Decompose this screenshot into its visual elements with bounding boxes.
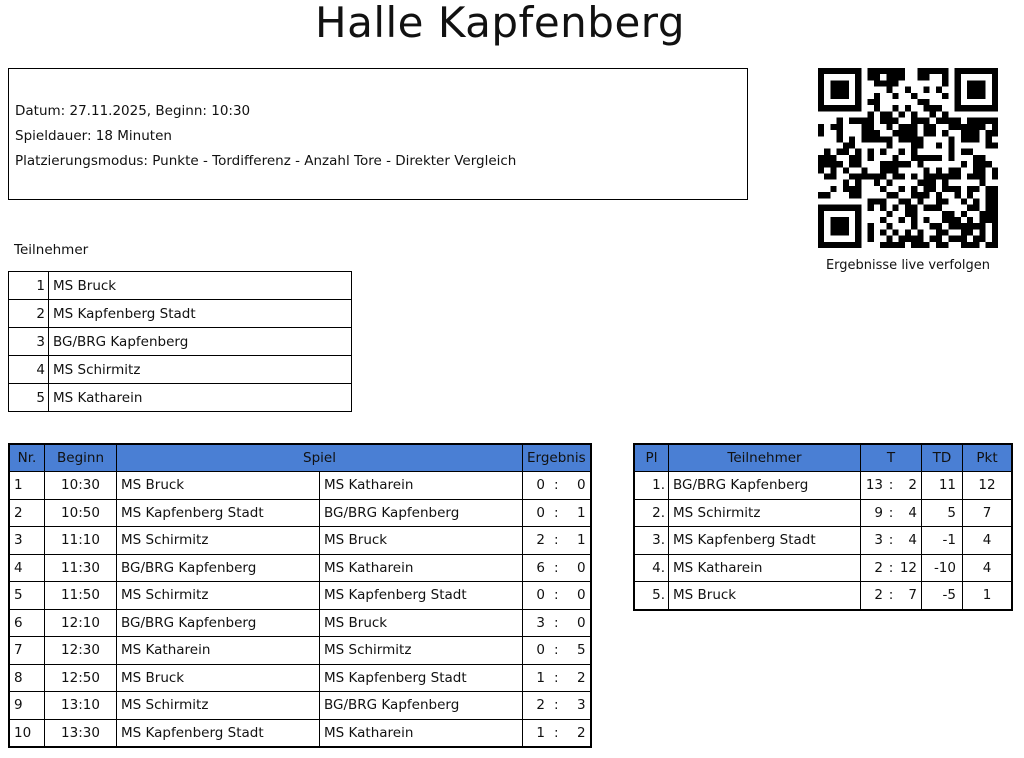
score: [527, 560, 586, 576]
games-table: [8, 443, 592, 748]
game-number: 3: [9, 527, 45, 555]
page-title: Halle Kapfenberg: [315, 0, 685, 47]
game-number: 4: [9, 554, 45, 582]
game-result: [523, 637, 591, 665]
standing-goals: [861, 472, 922, 500]
goals-ratio: [865, 587, 917, 603]
game-away-team: BG/BRG Kapfenberg: [320, 499, 523, 527]
score-separator: :: [554, 504, 559, 521]
ranking-mode-line: Platzierungsmodus: Punkte - Tordifferenz - Anzahl Tore - Direkter Vergleich: [15, 153, 517, 169]
game-home-team: MS Katharein: [117, 637, 320, 665]
game-away-team: MS Katharein: [320, 719, 523, 747]
participant-number: 1: [9, 272, 49, 300]
game-row: [9, 582, 591, 610]
game-result: [523, 554, 591, 582]
home-goals: 2: [536, 532, 545, 549]
goals-separator: :: [888, 477, 894, 494]
standing-place: 1.: [634, 472, 669, 500]
game-result: [523, 472, 591, 500]
game-start-time: 10:50: [45, 499, 117, 527]
participant-row: [9, 300, 352, 328]
game-start-time: 11:30: [45, 554, 117, 582]
home-goals: 0: [536, 587, 545, 604]
standing-team: MS Kapfenberg Stadt: [669, 527, 861, 555]
goals-for: 3: [874, 532, 883, 549]
goals-for: 2: [874, 559, 883, 576]
standing-goals: [861, 527, 922, 555]
qr-caption: Ergebnisse live verfolgen: [825, 258, 991, 273]
game-away-team: MS Bruck: [320, 527, 523, 555]
qr-code-icon[interactable]: [818, 68, 1000, 248]
score-separator: :: [554, 669, 559, 686]
standing-team: MS Schirmitz: [669, 499, 861, 527]
away-goals: 1: [577, 532, 586, 549]
game-home-team: MS Schirmitz: [117, 582, 320, 610]
goals-for: 9: [874, 504, 883, 521]
col-header-t: T: [861, 444, 922, 472]
home-goals: 1: [536, 669, 545, 686]
standing-goal-diff: -10: [922, 554, 963, 582]
away-goals: 0: [577, 559, 586, 576]
participant-number: 2: [9, 300, 49, 328]
game-away-team: MS Schirmitz: [320, 637, 523, 665]
standings-table: [633, 443, 1013, 611]
standings-row: [634, 472, 1012, 500]
standings-row: [634, 527, 1012, 555]
standing-points: 7: [963, 499, 1013, 527]
goals-ratio: [865, 532, 917, 548]
participant-row: [9, 272, 352, 300]
game-row: [9, 692, 591, 720]
goals-against: 12: [899, 559, 917, 576]
standing-team: MS Bruck: [669, 582, 861, 610]
game-row: [9, 527, 591, 555]
standing-points: 1: [963, 582, 1013, 610]
participant-row: [9, 356, 352, 384]
home-goals: 2: [536, 697, 545, 714]
score: [527, 477, 586, 493]
game-result: [523, 609, 591, 637]
game-home-team: MS Kapfenberg Stadt: [117, 499, 320, 527]
standing-goals: [861, 554, 922, 582]
score-separator: :: [554, 724, 559, 741]
score: [527, 505, 586, 521]
game-row: [9, 499, 591, 527]
score: [527, 587, 586, 603]
participant-name: MS Bruck: [49, 272, 352, 300]
score: [527, 697, 586, 713]
game-number: 10: [9, 719, 45, 747]
game-start-time: 10:30: [45, 472, 117, 500]
standing-points: 12: [963, 472, 1013, 500]
game-home-team: BG/BRG Kapfenberg: [117, 609, 320, 637]
home-goals: 0: [536, 504, 545, 521]
goals-against: 4: [908, 504, 917, 521]
standing-goal-diff: 11: [922, 472, 963, 500]
home-goals: 1: [536, 724, 545, 741]
standing-points: 4: [963, 554, 1013, 582]
home-goals: 0: [536, 477, 545, 494]
goals-ratio: [865, 477, 917, 493]
col-header-spiel: Spiel: [117, 444, 523, 472]
participant-number: 4: [9, 356, 49, 384]
game-row: [9, 719, 591, 747]
game-start-time: 11:10: [45, 527, 117, 555]
game-away-team: MS Katharein: [320, 472, 523, 500]
game-number: 7: [9, 637, 45, 665]
participants-table: [8, 271, 352, 412]
standing-place: 4.: [634, 554, 669, 582]
score: [527, 615, 586, 631]
game-away-team: BG/BRG Kapfenberg: [320, 692, 523, 720]
away-goals: 1: [577, 504, 586, 521]
game-away-team: MS Kapfenberg Stadt: [320, 582, 523, 610]
away-goals: 2: [577, 724, 586, 741]
col-header-ergebnis: Ergebnis: [523, 444, 591, 472]
col-header-teilnehmer: Teilnehmer: [669, 444, 861, 472]
game-start-time: 12:30: [45, 637, 117, 665]
game-row: [9, 554, 591, 582]
game-home-team: MS Bruck: [117, 472, 320, 500]
game-number: 5: [9, 582, 45, 610]
away-goals: 0: [577, 477, 586, 494]
goals-against: 2: [908, 477, 917, 494]
score: [527, 670, 586, 686]
date-line: Datum: 27.11.2025, Beginn: 10:30: [15, 103, 251, 119]
standing-team: BG/BRG Kapfenberg: [669, 472, 861, 500]
standing-place: 3.: [634, 527, 669, 555]
participant-name: MS Schirmitz: [49, 356, 352, 384]
score-separator: :: [554, 532, 559, 549]
standings-row: [634, 582, 1012, 610]
standing-team: MS Katharein: [669, 554, 861, 582]
home-goals: 0: [536, 642, 545, 659]
game-result: [523, 692, 591, 720]
game-home-team: MS Kapfenberg Stadt: [117, 719, 320, 747]
away-goals: 0: [577, 587, 586, 604]
game-start-time: 13:10: [45, 692, 117, 720]
game-number: 1: [9, 472, 45, 500]
game-row: [9, 472, 591, 500]
info-box: [8, 68, 748, 200]
goals-ratio: [865, 560, 917, 576]
score: [527, 532, 586, 548]
score-separator: :: [554, 587, 559, 604]
game-away-team: MS Kapfenberg Stadt: [320, 664, 523, 692]
goals-separator: :: [888, 532, 894, 549]
away-goals: 5: [577, 642, 586, 659]
game-number: 9: [9, 692, 45, 720]
goals-for: 13: [865, 477, 883, 494]
game-result: [523, 582, 591, 610]
game-row: [9, 664, 591, 692]
score-separator: :: [554, 642, 559, 659]
standing-points: 4: [963, 527, 1013, 555]
goals-against: 4: [908, 532, 917, 549]
goals-separator: :: [888, 559, 894, 576]
score: [527, 642, 586, 658]
goals-for: 2: [874, 587, 883, 604]
duration-line: Spieldauer: 18 Minuten: [15, 128, 172, 144]
participant-row: [9, 384, 352, 412]
goals-ratio: [865, 505, 917, 521]
score-separator: :: [554, 614, 559, 631]
game-start-time: 12:50: [45, 664, 117, 692]
game-row: [9, 637, 591, 665]
game-start-time: 11:50: [45, 582, 117, 610]
game-start-time: 12:10: [45, 609, 117, 637]
away-goals: 3: [577, 697, 586, 714]
game-away-team: MS Bruck: [320, 609, 523, 637]
score: [527, 725, 586, 741]
game-number: 6: [9, 609, 45, 637]
score-separator: :: [554, 697, 559, 714]
participant-row: [9, 328, 352, 356]
standing-goals: [861, 582, 922, 610]
score-separator: :: [554, 477, 559, 494]
standing-goal-diff: -1: [922, 527, 963, 555]
standings-row: [634, 499, 1012, 527]
col-header-pl: Pl: [634, 444, 669, 472]
game-number: 8: [9, 664, 45, 692]
goals-separator: :: [888, 587, 894, 604]
game-number: 2: [9, 499, 45, 527]
goals-separator: :: [888, 504, 894, 521]
away-goals: 2: [577, 669, 586, 686]
away-goals: 0: [577, 614, 586, 631]
standing-goal-diff: 5: [922, 499, 963, 527]
col-header-td: TD: [922, 444, 963, 472]
col-header-nr: Nr.: [9, 444, 45, 472]
standing-goal-diff: -5: [922, 582, 963, 610]
participant-name: MS Kapfenberg Stadt: [49, 300, 352, 328]
game-result: [523, 499, 591, 527]
participant-name: MS Katharein: [49, 384, 352, 412]
game-result: [523, 719, 591, 747]
standings-row: [634, 554, 1012, 582]
standing-place: 5.: [634, 582, 669, 610]
game-result: [523, 527, 591, 555]
participant-name: BG/BRG Kapfenberg: [49, 328, 352, 356]
col-header-beginn: Beginn: [45, 444, 117, 472]
participants-label: Teilnehmer: [14, 242, 89, 258]
game-home-team: BG/BRG Kapfenberg: [117, 554, 320, 582]
game-start-time: 13:30: [45, 719, 117, 747]
game-home-team: MS Schirmitz: [117, 692, 320, 720]
game-home-team: MS Bruck: [117, 664, 320, 692]
game-result: [523, 664, 591, 692]
participant-number: 3: [9, 328, 49, 356]
standing-goals: [861, 499, 922, 527]
col-header-pkt: Pkt: [963, 444, 1013, 472]
game-home-team: MS Schirmitz: [117, 527, 320, 555]
game-away-team: MS Katharein: [320, 554, 523, 582]
game-row: [9, 609, 591, 637]
goals-against: 7: [908, 587, 917, 604]
standing-place: 2.: [634, 499, 669, 527]
home-goals: 6: [536, 559, 545, 576]
participant-number: 5: [9, 384, 49, 412]
score-separator: :: [554, 559, 559, 576]
home-goals: 3: [536, 614, 545, 631]
